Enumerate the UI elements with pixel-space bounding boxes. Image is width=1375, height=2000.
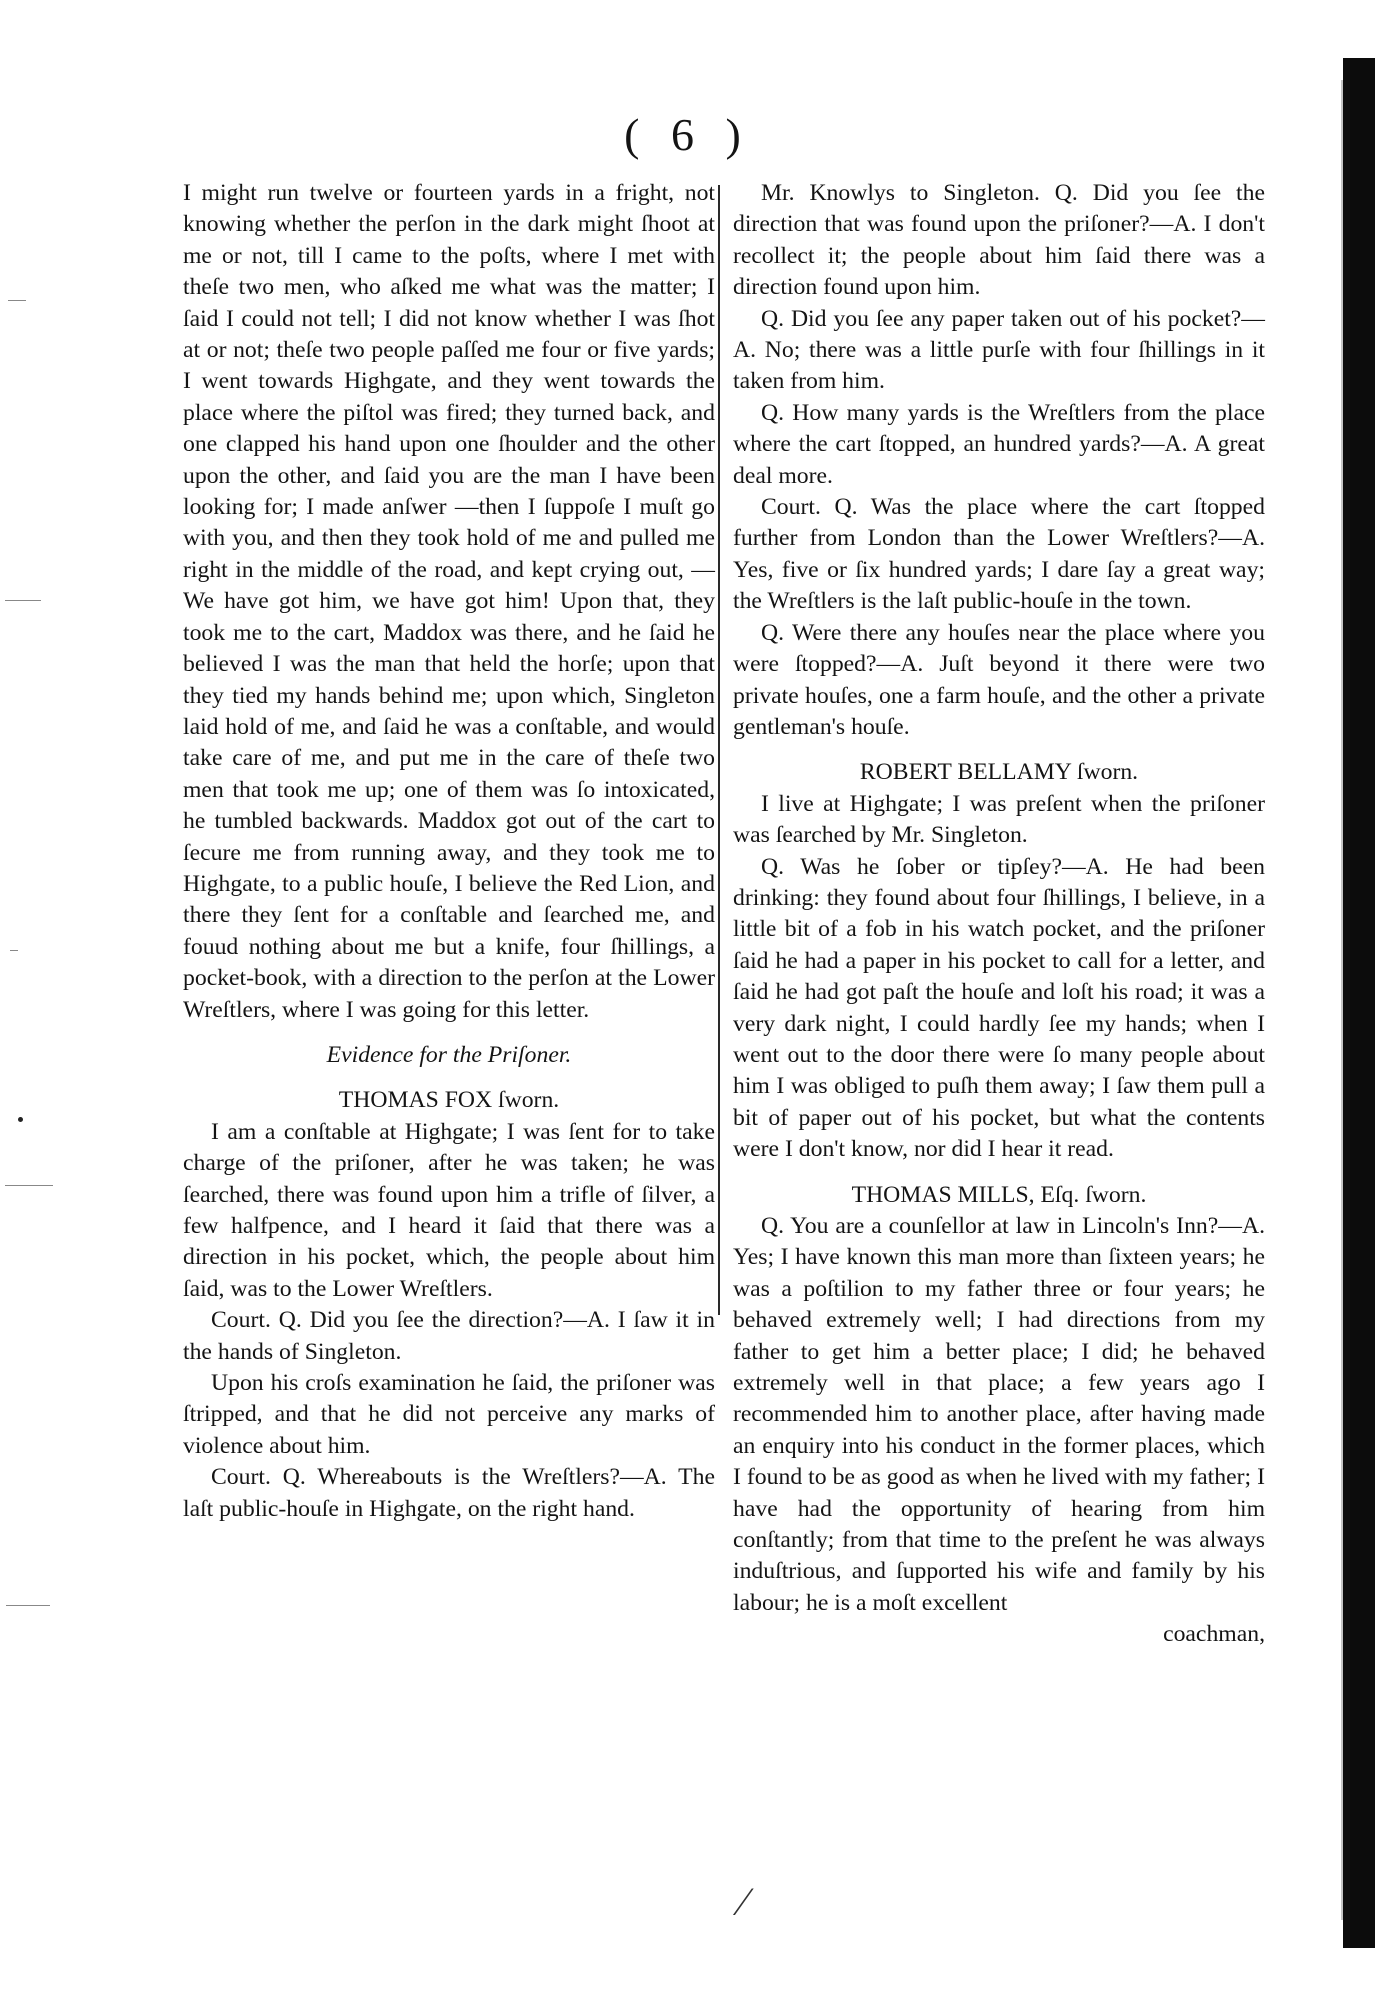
question-answer: Q. Were there any houſes near the place where you were ſtopped?—A. Juſt beyond it there were two private houſes, one a farm houſe, and the other a private gentleman's houſe. <box>733 619 1265 740</box>
counsel-question: Mr. Knowlys to Singleton. Q. Did you ſee the direction that was found upon the priſoner?—A. I don't recollect it; the people about him ſaid there was a direction found upon him. <box>733 180 1265 301</box>
question-answer: Q. Did you ſee any paper taken out of his pocket?—A. No; there was a little purſe with four ſhillings in it taken from him. <box>733 305 1265 395</box>
ink-flourish: ⁄ <box>740 1879 747 1924</box>
court-question: Court. Q. Did you ſee the direction?—A. I ſaw it in the hands of Singleton. <box>183 1307 715 1365</box>
witness-testimony: I am a conſtable at Highgate; I was ſent for to take charge of the priſoner, after he was taken; he was ſearched, there was found upon him a trifle of ſilver, a few halfpence, and I heard it ſaid that there was a direction in his pocket, which, the people about him ſaid, was to the Lower Wreſtlers. <box>183 1118 715 1302</box>
witness-heading: THOMAS MILLS, Eſq. ſworn. <box>851 1181 1147 1208</box>
court-question: Court. Q. Whereabouts is the Wreſtlers?—A. The laſt public-houſe in Highgate, on the right hand. <box>183 1464 715 1522</box>
left-margin-marks <box>0 0 80 2000</box>
question-answer: Q. You are a counſellor at law in Lincoln's Inn?—A. Yes; I have known this man more than ſixteen years; he was a poſtilion to my father three or four years; he behaved extremely well; I had directions from my father to get him a better place; I did; he behaved extremely well in that place; a few years ago I recommended him to another place, after having made an enquiry into his conduct in the former places, which I found to be as good as when he lived with my father; I have had the opportunity of hearing from him conſtantly; from that time to the preſent he was always induſtrious, and ſupported his wife and family by his labour; he is a moſt excellent <box>733 1213 1265 1616</box>
testimony-paragraph: I might run twelve or fourteen yards in a fright, not knowing whether the perſon in the dark might ſhoot at me or not, till I came to the poſts, where I met with theſe two men, who aſked me what was the matter; I ſaid I could not tell; I did not know whether I was ſhot at or not; theſe two people paſſed me four or five yards; I went towards Highgate, and they went towards the place where the piſtol was fired; they turned back, and one clapped his hand upon one ſhoulder and the other upon the other, and ſaid you are the man I have been looking for; I made anſwer —then I ſuppoſe I muſt go with you, and then they took hold of me and pulled me right in the middle of the road, and kept crying out, —We have got him, we have got him! Upon that, they took me to the cart, Maddox was there, and he ſaid he believed I was the man that held the horſe; upon that they tied my hands behind me; upon which, Singleton laid hold of me, and ſaid he was a conſtable, and would take care of me, and put me in the care of theſe two men that took me up; one of them was ſo intoxicated, he tumbled backwards. Maddox got out of the cart to ſecure me from running away, and they took me to Highgate, to a public houſe, I believe the Red Lion, and there they ſent for a conſtable and ſearched me, and fouud nothing about me but a knife, four ſhillings, a pocket-book, with a direction to the perſon at the Lower Wreſtlers, where I was going for this letter. <box>183 180 715 1023</box>
left-column <box>183 178 715 1525</box>
section-heading: Evidence for the Priſoner. <box>326 1041 572 1068</box>
witness-heading: ROBERT BELLAMY ſworn. <box>859 759 1139 786</box>
witness-heading: THOMAS FOX ſworn. <box>338 1087 560 1114</box>
question-answer: Q. How many yards is the Wreſtlers from the place where the cart ſtopped, an hundred yards?—A. A great deal more. <box>733 399 1265 489</box>
question-answer: Q. Was he ſober or tipſey?—A. He had been drinking: they found about four ſhillings, I believe, in a little bit of a fob in his watch pocket, and the priſoner ſaid he had a paper in his pocket to call for a letter, and ſaid he had got paſt the houſe and loſt his road; it was a very dark night, I could hardly ſee my hands; when I went out to the door there were ſo many people about him I was obliged to puſh them away; I ſaw them pull a bit of paper out of his pocket, but what the contents were I don't know, nor did I hear it read. <box>733 853 1265 1163</box>
cross-examination: Upon his croſs examination he ſaid, the priſoner was ſtripped, and that he did not perceive any marks of violence about him. <box>183 1370 715 1459</box>
catchword: coachman, <box>1163 1621 1265 1648</box>
column-divider <box>718 185 720 1315</box>
right-column <box>733 178 1265 1651</box>
court-question: Court. Q. Was the place where the cart ſtopped further from London than the Lower Wreſtlers?—A. Yes, five or ſix hundred yards; I dare ſay a great way; the Wreſtlers is the laſt public-houſe in the town. <box>733 494 1265 615</box>
page-number: ( 6 ) <box>624 109 751 160</box>
binding-edge <box>1343 58 1375 1948</box>
witness-testimony: I live at Highgate; I was preſent when the priſoner was ſearched by Mr. Singleton. <box>733 790 1265 849</box>
